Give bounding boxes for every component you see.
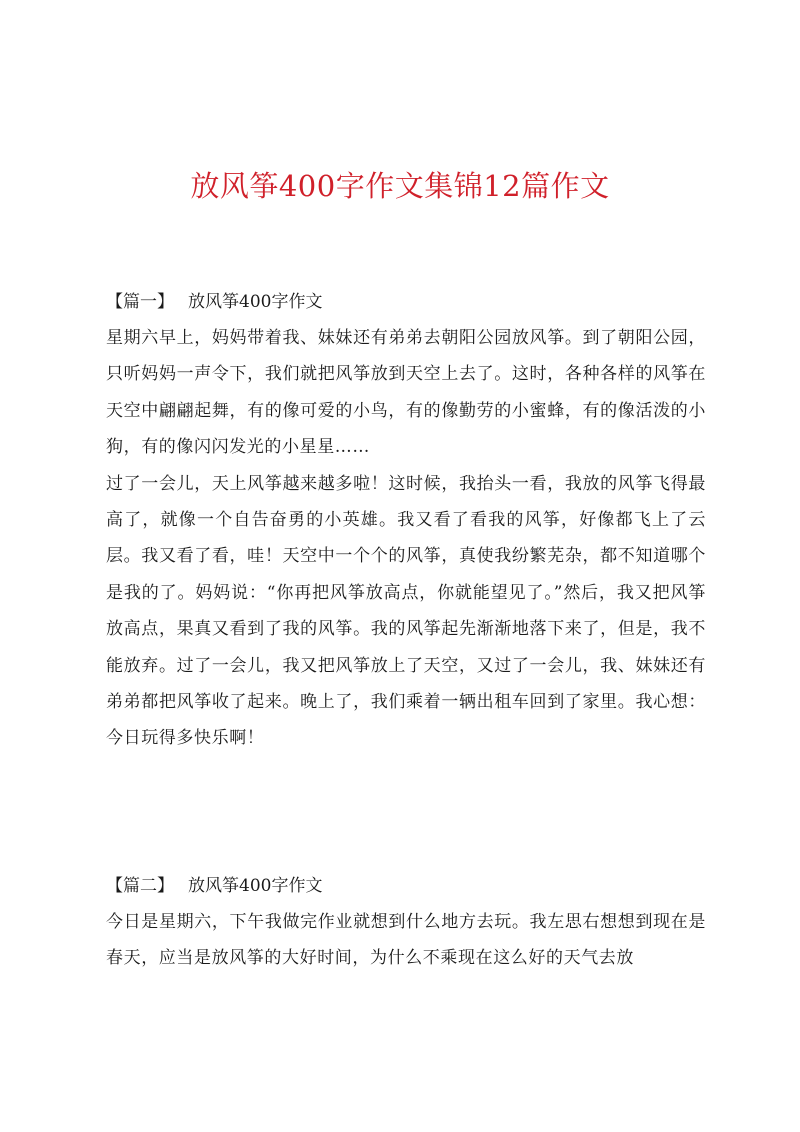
section-tag: 【篇二】 [106,876,174,896]
paragraph: 星期六早上，妈妈带着我、妹妹还有弟弟去朝阳公园放风筝。到了朝阳公园，只听妈妈一声令下，我们就把风筝放到天空上去了。这时，各种各样的风筝在天空中翩翩起舞，有的像可爱的小鸟，有的像勤劳的小蜜蜂，有的像活泼的小狗，有的像闪闪发光的小星星…… [106,328,706,458]
section-tag: 【篇一】 [106,292,174,312]
section-heading-text: 放风筝400字作文 [188,876,323,896]
section-2 [106,868,706,977]
document-title: 放风筝400字作文集锦12篇作文 [190,169,610,203]
section-heading [106,868,706,904]
section-1 [106,284,706,757]
paragraph: 过了一会儿，天上风筝越来越多啦！这时候，我抬头一看，我放的风筝飞得最高了，就像一个自告奋勇的小英雄。我又看了看我的风筝，好像都飞上了云层。我又看了看，哇！天空中一个个的风筝，真使我纷繁芜杂，都不知道哪个是我的了。妈妈说：“你再把风筝放高点，你就能望见了。”然后，我又把风筝放高点，果真又看到了我的风筝。我的风筝起先渐渐地落下来了，但是，我不能放弃。过了一会儿，我又把风筝放上了天空，又过了一会儿，我、妹妹还有弟弟都把风筝收了起来。晚上了，我们乘着一辆出租车回到了家里。我心想：今日玩得多快乐啊！ [106,473,706,749]
section-heading-text: 放风筝400字作文 [188,292,323,312]
section-heading [106,284,706,320]
paragraph: 今日是星期六，下午我做完作业就想到什么地方去玩。我左思右想想到现在是春天，应当是放风筝的大好时间，为什么不乘现在这么好的天气去放 [106,912,706,969]
